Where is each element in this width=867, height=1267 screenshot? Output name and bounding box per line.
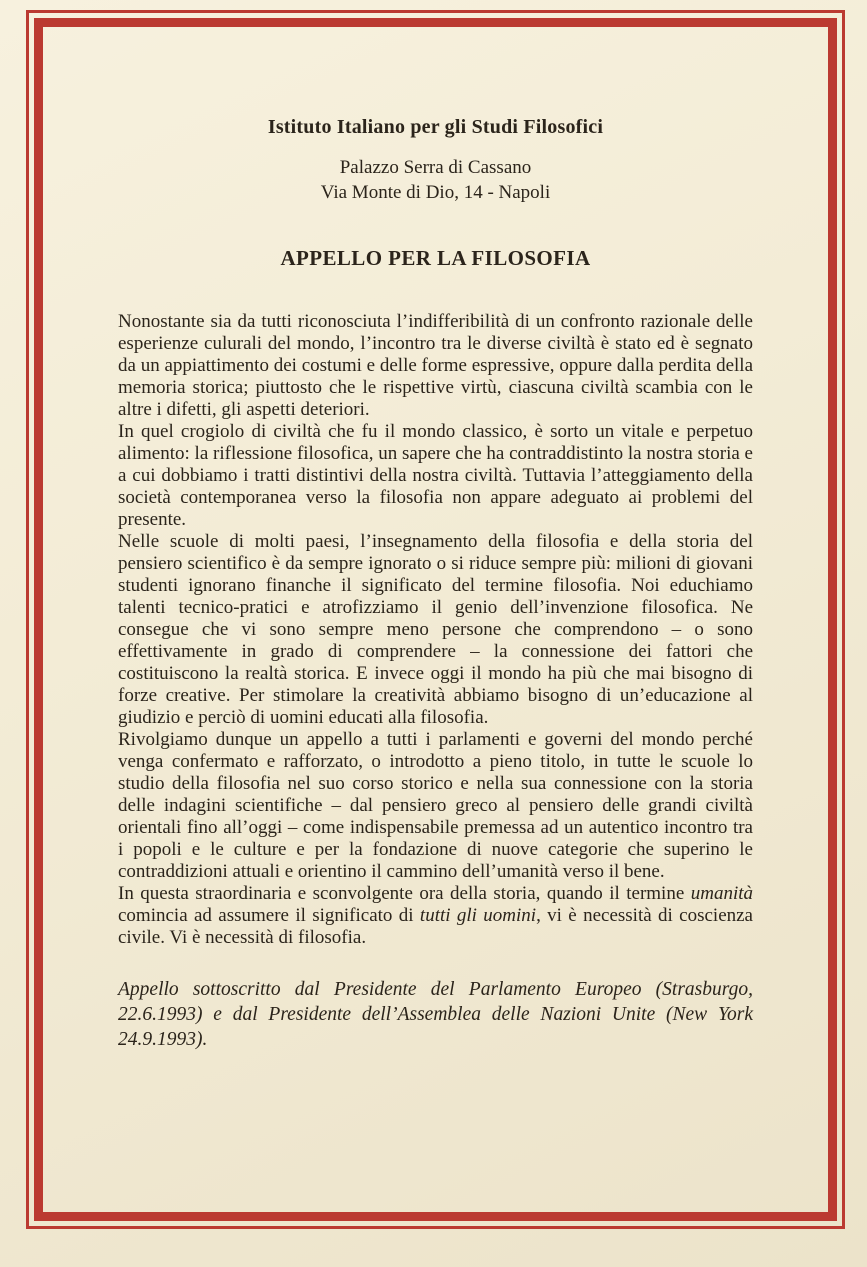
paragraph-4: Rivolgiamo dunque un appello a tutti i parlamenti e governi del mondo perché venga confermato e rafforzato, o introdotto a pieno titolo, in tutte le scuole lo studio della filosofia nel suo corso storico e nella sua connessione con la storia delle indagini scientifiche – dal pensiero greco al pensiero delle grandi civiltà orientali fino all’oggi – come indispensabile premessa ad un autentico incontro tra i popoli e le culture e per la fondazione di nuove categorie che superino le contraddizioni attuali e orientino il cammino dell’umanità verso il bene. bbox=[118, 729, 753, 882]
emphasis-umanita: umanità bbox=[690, 883, 753, 904]
paragraph-2: In quel crogiolo di civiltà che fu il mondo classico, è sorto un vitale e perpetuo alimento: la riflessione filosofica, un sapere che ha contraddistinto la nostra storia e a cui dobbiamo i tratti distintivi della nostra civiltà. Tuttavia l’atteggiamento della società contemporanea verso la filosofia non appare adeguato ai problemi del presente. bbox=[118, 421, 753, 530]
page-content bbox=[43, 27, 828, 1212]
address-block bbox=[118, 155, 753, 205]
paragraph-5-text-3: , vi è necessità di coscienza civile. Vi è necessità di filosofia. bbox=[118, 905, 753, 948]
page-title: APPELLO PER LA FILOSOFIA bbox=[280, 246, 591, 270]
institute-name: Istituto Italiano per gli Studi Filosofici bbox=[267, 116, 604, 138]
paragraph-5 bbox=[118, 883, 753, 949]
address-line-1: Palazzo Serra di Cassano bbox=[339, 157, 532, 178]
paragraph-1: Nonostante sia da tutti riconosciuta l’indifferibilità di un confronto razionale delle esperienze culurali del mondo, l’incontro tra le diverse civiltà è stato ed è segnato da un appiattimento dei costumi e delle forme espressive, oppure dalla perdita della memoria storica; piuttosto che le rispettive virtù, ciascuna civiltà scambia con le altre i difetti, gli aspetti deteriori. bbox=[118, 311, 753, 420]
red-frame-inner bbox=[34, 18, 837, 1221]
body-text bbox=[118, 311, 753, 949]
address-line-2: Via Monte di Dio, 14 - Napoli bbox=[320, 182, 551, 203]
red-frame-outer bbox=[26, 10, 845, 1229]
signature-note: Appello sottoscritto dal Presidente del Parlamento Europeo (Strasburgo, 22.6.1993) e dal Presidente dell’Assemblea delle Nazioni Unite (New York 24.9.1993). bbox=[118, 979, 753, 1050]
emphasis-tutti-gli-uomini: tutti gli uomini bbox=[419, 905, 537, 926]
paragraph-3: Nelle scuole di molti paesi, l’insegnamento della filosofia e della storia del pensiero scientifico è da sempre ignorato o si riduce sempre più: milioni di giovani studenti ignorano finanche il significato del termine filosofia. Noi educhiamo talenti tecnico-pratici e atrofizziamo il genio dell’invenzione filosofica. Ne consegue che vi sono sempre meno persone che comprendono – o sono effettivamente in grado di comprendere – la connessione dei fattori che costituiscono la realtà storica. E invece oggi il mondo ha più che mai bisogno di forze creative. Per stimolare la creatività abbiamo bisogno di un’educazione al giudizio e perciò di uomini educati alla filosofia. bbox=[118, 531, 753, 728]
paragraph-5-text-1: In questa straordinaria e sconvolgente ora della storia, quando il termine bbox=[118, 883, 691, 904]
paragraph-5-text-2: comincia ad assumere il significato di bbox=[118, 905, 420, 926]
